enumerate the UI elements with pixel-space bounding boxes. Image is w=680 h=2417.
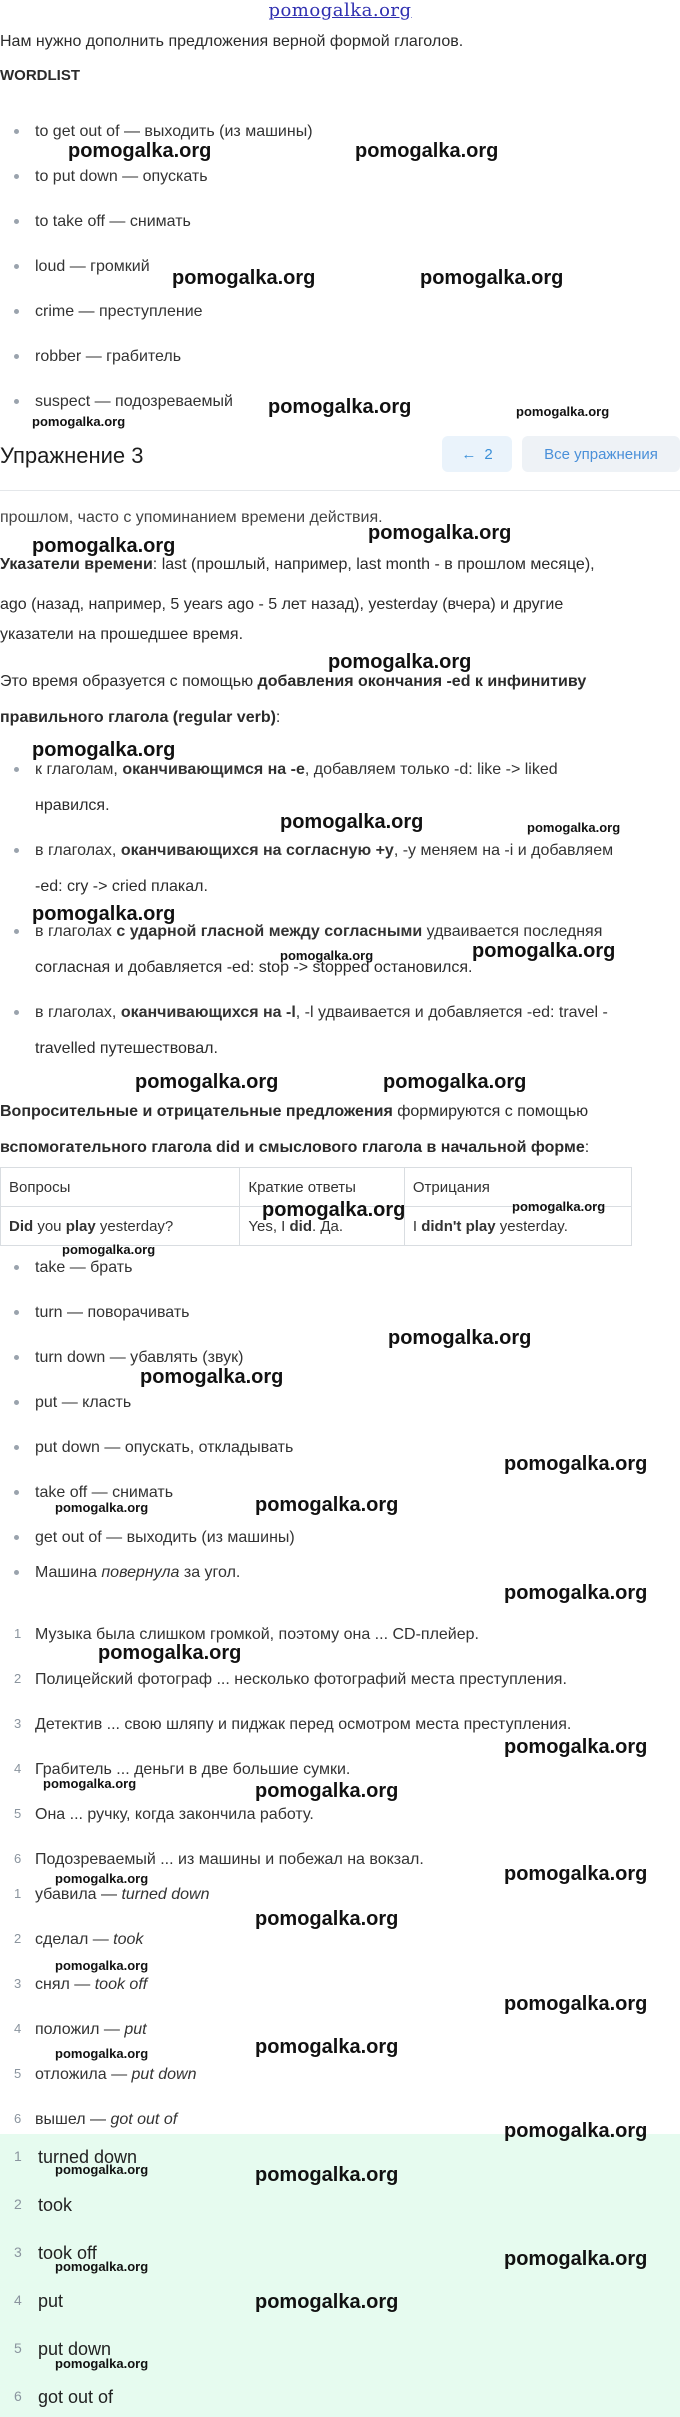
bullet-icon bbox=[14, 1010, 19, 1015]
watermark: pomogalka.org bbox=[55, 2356, 149, 2371]
bullet-icon bbox=[14, 1570, 19, 1575]
bullet-icon bbox=[14, 129, 19, 134]
watermark: pomogalka.org bbox=[32, 739, 176, 761]
answers-panel: 1 turned down 2 took 3 took off 4 put 5 put down 6 got out of bbox=[0, 2134, 680, 2417]
watermark: pomogalka.org bbox=[68, 140, 212, 162]
watermark: pomogalka.org bbox=[420, 267, 564, 289]
time-markers-line2: ago (назад, например, 5 years ago - 5 лет назад), yesterday (вчера) и другие bbox=[0, 596, 564, 613]
bullet-icon bbox=[14, 264, 19, 269]
watermark: pomogalka.org bbox=[388, 1327, 532, 1349]
watermark: pomogalka.org bbox=[255, 1780, 399, 1802]
watermark: pomogalka.org bbox=[504, 1453, 648, 1475]
exercise-title: Упражнение 3 bbox=[0, 443, 144, 468]
wordlist-heading: WORDLIST bbox=[0, 67, 80, 84]
rule-item: в глаголах, оканчивающихся на -l, -l удваивается и добавляется -ed: travel - bbox=[0, 1003, 680, 1029]
watermark: pomogalka.org bbox=[512, 1199, 606, 1214]
bullet-icon bbox=[14, 174, 19, 179]
watermark: pomogalka.org bbox=[268, 396, 412, 418]
watermark: pomogalka.org bbox=[504, 1863, 648, 1885]
table-cell: I didn't play yesterday. bbox=[404, 1207, 631, 1246]
watermark: pomogalka.org bbox=[55, 2162, 149, 2177]
rule-item: в глаголах, оканчивающихся на согласную +y, -y меняем на -i и добавляем bbox=[0, 841, 680, 867]
watermark: pomogalka.org bbox=[368, 522, 512, 544]
bullet-icon bbox=[14, 399, 19, 404]
watermark: pomogalka.org bbox=[328, 651, 472, 673]
watermark: pomogalka.org bbox=[32, 535, 176, 557]
bullet-icon bbox=[14, 1310, 19, 1315]
watermark: pomogalka.org bbox=[262, 1199, 406, 1221]
bullet-icon bbox=[14, 309, 19, 314]
watermark: pomogalka.org bbox=[55, 1500, 149, 1515]
watermark: pomogalka.org bbox=[383, 1071, 527, 1093]
watermark: pomogalka.org bbox=[43, 1776, 137, 1791]
watermark: pomogalka.org bbox=[32, 903, 176, 925]
table-header: Отрицания bbox=[404, 1168, 631, 1207]
formation-line1: Это время образуется с помощью добавления окончания -ed к инфинитиву bbox=[0, 673, 587, 690]
watermark: pomogalka.org bbox=[55, 1871, 149, 1886]
watermark: pomogalka.org bbox=[255, 2164, 399, 2186]
table-cell: Yes, I did. Да. bbox=[240, 1207, 405, 1246]
time-markers-line3: указатели на прошедшее время. bbox=[0, 626, 244, 643]
watermark: pomogalka.org bbox=[255, 1908, 399, 1930]
rule-item: в глаголах с ударной гласной между согласными удваивается последняя bbox=[0, 922, 680, 948]
watermark: pomogalka.org bbox=[527, 820, 621, 835]
watermark: pomogalka.org bbox=[255, 2036, 399, 2058]
sticky-divider bbox=[0, 490, 680, 491]
watermark: pomogalka.org bbox=[280, 811, 424, 833]
rule-item-line2: travelled путешествовал. bbox=[35, 1040, 218, 1057]
rule-item-line2: нравился. bbox=[35, 797, 110, 814]
bullet-icon bbox=[14, 1535, 19, 1540]
all-exercises-button[interactable]: Все упражнения bbox=[522, 436, 680, 472]
watermark: pomogalka.org bbox=[504, 1736, 648, 1758]
bullet-icon bbox=[14, 848, 19, 853]
watermark: pomogalka.org bbox=[62, 1242, 156, 1257]
watermark: pomogalka.org bbox=[280, 948, 374, 963]
watermark: pomogalka.org bbox=[32, 414, 126, 429]
table-header: Краткие ответы bbox=[240, 1168, 405, 1207]
bullet-icon bbox=[14, 1445, 19, 1450]
watermark: pomogalka.org bbox=[255, 1494, 399, 1516]
table-cell: Did you play yesterday? bbox=[1, 1207, 240, 1246]
bullet-icon bbox=[14, 354, 19, 359]
rule-item: к глаголам, оканчивающимся на -e, добавляем только -d: like -> liked bbox=[0, 760, 680, 786]
bullet-icon bbox=[14, 929, 19, 934]
prev-exercise-button[interactable]: ← 2 bbox=[442, 436, 512, 472]
time-markers-line1: Указатели времени: last (прошлый, например, last month - в прошлом месяце), bbox=[0, 556, 595, 573]
watermark: pomogalka.org bbox=[504, 2120, 648, 2142]
watermark: pomogalka.org bbox=[472, 940, 616, 962]
table-header: Вопросы bbox=[1, 1168, 240, 1207]
watermark: pomogalka.org bbox=[135, 1071, 279, 1093]
bullet-icon bbox=[14, 219, 19, 224]
formation-line2: правильного глагола (regular verb): bbox=[0, 709, 281, 726]
questions-line1: Вопросительные и отрицательные предложения формируются с помощью bbox=[0, 1103, 589, 1120]
watermark: pomogalka.org bbox=[504, 1993, 648, 2015]
bullet-icon bbox=[14, 1265, 19, 1270]
bullet-icon bbox=[14, 1400, 19, 1405]
questions-line2: вспомогательного глагола did и смыслового глагола в начальной форме: bbox=[0, 1139, 590, 1156]
watermark: pomogalka.org bbox=[55, 1958, 149, 1973]
bullet-icon bbox=[14, 1355, 19, 1360]
rule-item-line2: -ed: cry -> cried плакал. bbox=[35, 878, 208, 895]
watermark: pomogalka.org bbox=[98, 1642, 242, 1664]
watermark: pomogalka.org bbox=[255, 2291, 399, 2313]
arrow-left-icon: ← bbox=[461, 445, 477, 463]
watermark: pomogalka.org bbox=[355, 140, 499, 162]
intro-text: Нам нужно дополнить предложения верной формой глаголов. bbox=[0, 33, 464, 50]
cut-line: прошлом, часто с упоминанием времени действия. bbox=[0, 509, 383, 526]
watermark: pomogalka.org bbox=[516, 404, 610, 419]
watermark: pomogalka.org bbox=[140, 1366, 284, 1388]
watermark: pomogalka.org bbox=[55, 2259, 149, 2274]
bullet-icon bbox=[14, 767, 19, 772]
watermark: pomogalka.org bbox=[55, 2046, 149, 2061]
watermark: pomogalka.org bbox=[172, 267, 316, 289]
rule-item-line2: согласная и добавляется -ed: stop -> stopped остановился. bbox=[35, 959, 473, 976]
site-logo[interactable]: pomogalka.org bbox=[268, 0, 412, 21]
watermark: pomogalka.org bbox=[504, 1582, 648, 1604]
bullet-icon bbox=[14, 1490, 19, 1495]
watermark: pomogalka.org bbox=[504, 2248, 648, 2270]
